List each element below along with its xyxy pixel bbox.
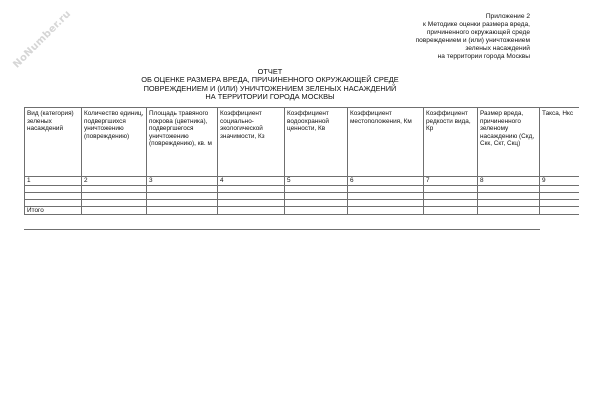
header-cell: Коэффициент водоохранной ценности, Кв <box>285 108 348 177</box>
table-cell <box>540 192 579 199</box>
table-cell <box>82 192 147 199</box>
column-number: 4 <box>218 177 285 186</box>
table-cell <box>348 206 424 215</box>
table-cell <box>25 192 82 199</box>
table-cell <box>147 192 218 199</box>
table-cell <box>424 185 478 192</box>
appendix-line: повреждением и (или) уничтожением <box>415 37 530 44</box>
table-header-row <box>25 108 579 177</box>
table-cell <box>424 206 478 215</box>
appendix-note <box>330 13 530 61</box>
title-line: ОТЧЕТ <box>257 67 283 76</box>
table-cell <box>540 185 579 192</box>
column-number: 2 <box>82 177 147 186</box>
total-row <box>25 206 579 215</box>
table-cell <box>147 185 218 192</box>
title-line: ОБ ОЦЕНКЕ РАЗМЕРА ВРЕДА, ПРИЧИНЕННОГО ОКРУЖАЮЩЕЙ СРЕДЕ <box>141 75 399 85</box>
column-number: 8 <box>478 177 540 186</box>
header-cell: Количество единиц, подвергшихся уничтожению (повреждению) <box>82 108 147 177</box>
title-line: ПОВРЕЖДЕНИЕМ И (ИЛИ) УНИЧТОЖЕНИЕМ ЗЕЛЕНЫХ НАСАЖДЕНИЙ <box>143 83 397 93</box>
appendix-line: на территории города Москвы <box>437 53 530 60</box>
table-cell <box>82 185 147 192</box>
table-cell <box>478 185 540 192</box>
header-cell: Площадь травяного покрова (цветника), подвергшегося уничтожению (повреждению), кв. м <box>147 108 218 177</box>
table-cell <box>25 185 82 192</box>
table-cell <box>285 185 348 192</box>
header-cell: Вид (категория) зеленых насаждений <box>25 108 82 177</box>
header-cell: Коэффициент местоположения, Км <box>348 108 424 177</box>
table-cell <box>348 192 424 199</box>
table-cell <box>424 192 478 199</box>
table-cell <box>82 206 147 215</box>
table-cell <box>285 206 348 215</box>
header-cell: Размер вреда, причиненного зеленому насаждению (Скд, Скк, Скт, Скц) <box>478 108 540 177</box>
watermark: NoNumber.ru <box>11 8 74 71</box>
total-label: Итого <box>25 206 82 215</box>
table-cell <box>25 199 82 206</box>
column-number: 9 <box>540 177 579 186</box>
table-cell <box>218 206 285 215</box>
column-number: 7 <box>424 177 478 186</box>
table-cell <box>82 199 147 206</box>
table-cell <box>348 199 424 206</box>
table-cell <box>218 199 285 206</box>
column-number: 6 <box>348 177 424 186</box>
table-cell <box>478 206 540 215</box>
table-cell <box>285 192 348 199</box>
table-row <box>25 192 579 199</box>
divider-line <box>24 229 540 230</box>
header-cell: Такса, Нкс <box>540 108 579 177</box>
table-cell <box>478 199 540 206</box>
table-cell <box>285 199 348 206</box>
table-cell <box>424 199 478 206</box>
header-cell: Коэффициент редкости вида, Кр <box>424 108 478 177</box>
header-cell: Коэффициент социально-экологической значимости, Кз <box>218 108 285 177</box>
title-line: НА ТЕРРИТОРИИ ГОРОДА МОСКВЫ <box>205 92 335 102</box>
table-row <box>25 199 579 206</box>
table-cell <box>147 206 218 215</box>
report-table <box>24 107 579 215</box>
table-cell <box>218 192 285 199</box>
column-number: 5 <box>285 177 348 186</box>
appendix-line: зеленых насаждений <box>465 45 530 52</box>
appendix-line: к Методике оценки размера вреда, <box>423 21 530 28</box>
appendix-line: причиненного окружающей среде <box>426 29 530 36</box>
table-cell <box>218 185 285 192</box>
table-cell <box>478 192 540 199</box>
table-cell <box>348 185 424 192</box>
column-number-row <box>25 177 579 186</box>
table-row <box>25 185 579 192</box>
table-cell <box>540 199 579 206</box>
column-number: 3 <box>147 177 218 186</box>
table-cell <box>540 206 579 215</box>
report-title <box>130 68 410 102</box>
appendix-line: Приложение 2 <box>485 13 530 20</box>
column-number: 1 <box>25 177 82 186</box>
table-cell <box>147 199 218 206</box>
